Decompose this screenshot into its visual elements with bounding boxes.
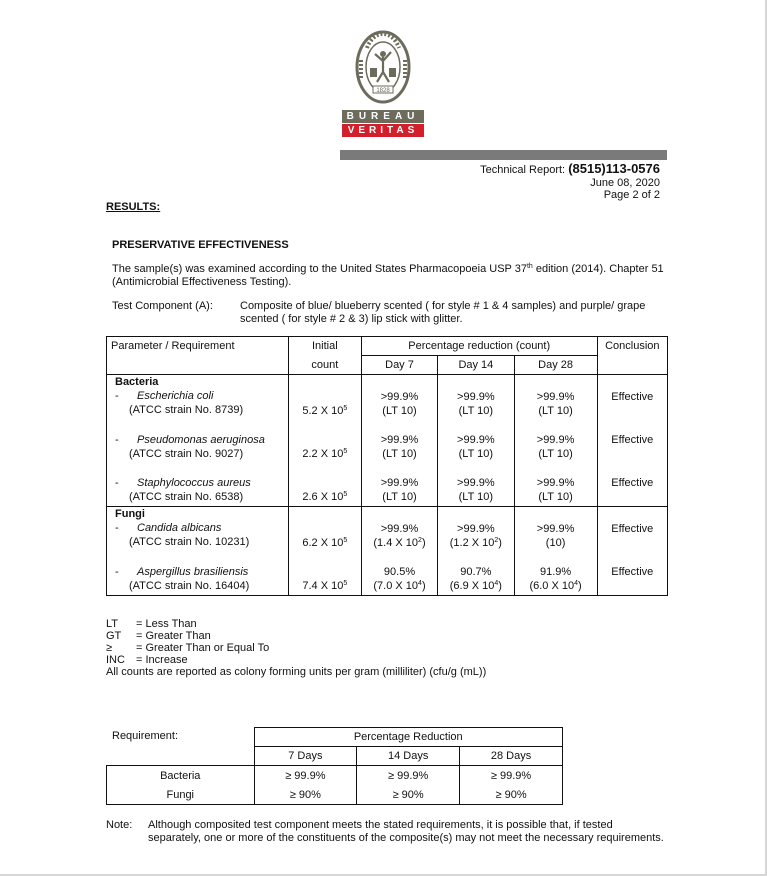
percent-reduction: >99.9% bbox=[536, 523, 575, 535]
initial-count bbox=[289, 404, 361, 418]
legend-item bbox=[106, 618, 486, 630]
initial-exponent: 5 bbox=[343, 580, 348, 587]
initial-base: 5.2 X 10 bbox=[302, 405, 344, 417]
percent-reduction: >99.9% bbox=[536, 477, 575, 489]
test-component-description: Composite of blue/ blueberry scented ( for style # 1 & 4 samples) and purple/ grape scented ( for style # 2 & 3) lip stick with glitter. bbox=[240, 300, 646, 325]
results-table bbox=[106, 336, 668, 596]
organism-line bbox=[111, 565, 288, 579]
count-value bbox=[362, 404, 437, 418]
header-parameter: Parameter / Requirement bbox=[107, 337, 289, 375]
conclusion-cell bbox=[597, 375, 667, 434]
count-end: ) bbox=[498, 580, 502, 592]
conclusion: Effective bbox=[611, 391, 654, 403]
report-number-line bbox=[480, 163, 660, 177]
header-count: count bbox=[288, 356, 361, 375]
day-cell bbox=[361, 433, 437, 476]
count-base: (LT 10) bbox=[458, 405, 494, 417]
header-conclusion: Conclusion bbox=[597, 337, 667, 375]
count-exponent: 4 bbox=[494, 580, 499, 587]
report-label: Technical Report: bbox=[480, 164, 566, 176]
legend-meaning: = Increase bbox=[136, 654, 188, 666]
bullet-dash: - bbox=[115, 390, 119, 402]
header-initial: Initial bbox=[288, 337, 361, 356]
count-base: (LT 10) bbox=[538, 491, 573, 503]
count-exponent: 4 bbox=[574, 580, 579, 587]
results-body bbox=[107, 375, 668, 596]
legend-abbr: ≥ bbox=[106, 642, 113, 654]
organism-cell bbox=[107, 433, 289, 476]
intro-text-end: edition (2014). Chapter 51 (Antimicrobial Effectiveness Testing). bbox=[112, 263, 664, 288]
day-cell bbox=[514, 476, 597, 507]
results-heading: RESULTS: bbox=[106, 201, 161, 213]
organism-cell bbox=[107, 507, 289, 566]
count-exponent: 4 bbox=[418, 580, 422, 587]
day-cell bbox=[438, 565, 514, 596]
percent-reduction: >99.9% bbox=[380, 523, 419, 535]
header-day28: Day 28 bbox=[514, 356, 597, 375]
requirement-label: Requirement: bbox=[112, 730, 179, 742]
percent-reduction: >99.9% bbox=[380, 434, 419, 446]
legend-meaning: = Less Than bbox=[136, 618, 197, 630]
legend-item bbox=[106, 630, 486, 642]
header-day14: Day 14 bbox=[438, 356, 514, 375]
count-base: (LT 10) bbox=[458, 448, 494, 460]
req-value: ≥ 99.9% bbox=[254, 766, 357, 786]
intro-text: The sample(s) was examined according to the United States Pharmacopoeia USP 37 bbox=[112, 263, 527, 275]
bullet-dash: - bbox=[115, 522, 119, 534]
percent-reduction: >99.9% bbox=[457, 391, 495, 403]
units-note: All counts are reported as colony forming units per gram (milliliter) (cfu/g (mL)) bbox=[106, 666, 487, 678]
conclusion: Effective bbox=[611, 434, 654, 446]
report-meta bbox=[480, 163, 660, 202]
conclusion-cell bbox=[597, 565, 667, 596]
count-base: (LT 10) bbox=[538, 448, 573, 460]
conclusion: Effective bbox=[611, 566, 654, 578]
req-day-28: 28 Days bbox=[460, 747, 563, 766]
logo-veritas-text: VERITAS bbox=[342, 124, 424, 137]
req-row-name: Bacteria bbox=[107, 766, 255, 786]
test-component-label: Test Component (A): bbox=[112, 300, 213, 312]
count-base: (7.0 X 10 bbox=[373, 580, 419, 592]
count-base: (6.0 X 10 bbox=[529, 580, 575, 592]
day-cell bbox=[514, 375, 597, 434]
req-value: ≥ 90% bbox=[357, 785, 460, 805]
conclusion: Effective bbox=[611, 523, 654, 535]
count-base: (LT 10) bbox=[382, 448, 417, 460]
count-exponent: 2 bbox=[494, 537, 499, 544]
initial-base: 6.2 X 10 bbox=[302, 537, 344, 549]
bullet-dash: - bbox=[115, 434, 119, 446]
initial-exponent: 5 bbox=[343, 491, 348, 498]
req-row-fungi bbox=[107, 785, 563, 805]
note-label: Note: bbox=[106, 819, 133, 831]
legend bbox=[106, 618, 486, 678]
organism-cell bbox=[107, 565, 289, 596]
count-end: ) bbox=[578, 580, 582, 592]
count-exponent: 2 bbox=[418, 537, 422, 544]
legend-abbr: INC bbox=[106, 654, 125, 666]
logo-bureau-text: BUREAU bbox=[342, 110, 424, 123]
count-value bbox=[515, 579, 597, 593]
req-value: ≥ 99.9% bbox=[460, 766, 563, 786]
count-value bbox=[362, 447, 437, 461]
count-value bbox=[362, 536, 437, 550]
day-cell bbox=[361, 476, 437, 507]
count-value bbox=[515, 490, 597, 504]
count-base: (6.9 X 10 bbox=[449, 580, 495, 592]
count-value bbox=[362, 490, 437, 504]
organism-cell bbox=[107, 476, 289, 507]
initial-count bbox=[289, 490, 361, 504]
percent-reduction: >99.9% bbox=[536, 391, 575, 403]
day-cell bbox=[438, 375, 514, 434]
count-end: ) bbox=[498, 537, 502, 549]
intro-paragraph bbox=[112, 263, 672, 289]
req-day-7: 7 Days bbox=[254, 747, 357, 766]
initial-count-cell bbox=[288, 565, 361, 596]
initial-exponent: 5 bbox=[343, 405, 348, 412]
initial-count bbox=[289, 447, 361, 461]
legend-item bbox=[106, 654, 486, 666]
day-cell bbox=[361, 375, 437, 434]
day-cell bbox=[438, 507, 514, 566]
strain-number: (ATCC strain No. 8739) bbox=[129, 404, 244, 416]
day-cell bbox=[361, 507, 437, 566]
percent-reduction: >99.9% bbox=[457, 477, 495, 489]
day-cell bbox=[438, 433, 514, 476]
percent-reduction: >99.9% bbox=[380, 391, 419, 403]
initial-base: 7.4 X 10 bbox=[302, 580, 344, 592]
legend-rows bbox=[106, 618, 486, 666]
count-base: (LT 10) bbox=[538, 405, 573, 417]
percent-reduction: 91.9% bbox=[539, 566, 572, 578]
count-value bbox=[438, 447, 513, 461]
legend-meaning: = Greater Than bbox=[136, 630, 211, 642]
initial-count bbox=[289, 579, 361, 593]
count-end: ) bbox=[421, 537, 426, 549]
percent-reduction: >99.9% bbox=[457, 523, 495, 535]
bureau-veritas-logo bbox=[340, 30, 426, 138]
count-base: (1.2 X 10 bbox=[449, 537, 495, 549]
req-day-14: 14 Days bbox=[357, 747, 460, 766]
organism-line bbox=[111, 521, 288, 535]
strain-number: (ATCC strain No. 10231) bbox=[129, 536, 250, 548]
conclusion-cell bbox=[597, 507, 667, 566]
count-value bbox=[515, 536, 597, 550]
initial-base: 2.6 X 10 bbox=[302, 491, 344, 503]
count-base: (LT 10) bbox=[458, 491, 494, 503]
day-cell bbox=[438, 476, 514, 507]
count-base: (10) bbox=[545, 537, 566, 549]
strain-number: (ATCC strain No. 6538) bbox=[129, 491, 244, 503]
report-date: June 08, 2020 bbox=[590, 176, 660, 189]
legend-abbr: LT bbox=[106, 618, 119, 630]
initial-count-cell bbox=[288, 476, 361, 507]
organism-name: Candida albicans bbox=[137, 522, 222, 534]
count-base: (1.4 X 10 bbox=[373, 537, 419, 549]
bullet-dash: - bbox=[115, 566, 119, 578]
day-cell bbox=[514, 507, 597, 566]
results-row bbox=[107, 375, 668, 434]
organism-name: Aspergillus brasiliensis bbox=[137, 566, 249, 578]
day-cell bbox=[514, 565, 597, 596]
group-heading: Fungi bbox=[115, 508, 145, 520]
conclusion: Effective bbox=[611, 477, 654, 489]
percent-reduction: 90.7% bbox=[460, 566, 492, 578]
initial-count-cell bbox=[288, 375, 361, 434]
strain-number: (ATCC strain No. 16404) bbox=[129, 580, 250, 592]
group-heading: Bacteria bbox=[115, 376, 159, 388]
percent-reduction: >99.9% bbox=[536, 434, 575, 446]
count-value bbox=[438, 404, 513, 418]
blank-cell bbox=[107, 728, 255, 747]
count-base: (LT 10) bbox=[382, 405, 417, 417]
initial-count-cell bbox=[288, 507, 361, 566]
organism-name: Pseudomonas aeruginosa bbox=[137, 434, 265, 446]
percent-reduction: >99.9% bbox=[380, 477, 419, 489]
initial-exponent: 5 bbox=[343, 448, 348, 455]
count-end: ) bbox=[421, 580, 426, 592]
results-row bbox=[107, 433, 668, 476]
header-reduction: Percentage reduction (count) bbox=[361, 337, 597, 356]
count-value bbox=[362, 579, 437, 593]
initial-count bbox=[289, 536, 361, 550]
count-value bbox=[438, 490, 513, 504]
results-row bbox=[107, 565, 668, 596]
conclusion-cell bbox=[597, 433, 667, 476]
initial-exponent: 5 bbox=[343, 537, 348, 544]
intro-sup: th bbox=[526, 263, 533, 270]
header-day7: Day 7 bbox=[361, 356, 437, 375]
legend-meaning: = Greater Than or Equal To bbox=[136, 642, 270, 654]
day-cell bbox=[361, 565, 437, 596]
organism-line bbox=[111, 476, 288, 490]
organism-line bbox=[111, 389, 288, 403]
page-number: Page 2 of 2 bbox=[603, 189, 660, 201]
bureau-veritas-seal-icon bbox=[355, 30, 411, 104]
req-value: ≥ 90% bbox=[254, 785, 357, 805]
results-row bbox=[107, 476, 668, 507]
section-title: PRESERVATIVE EFFECTIVENESS bbox=[112, 239, 289, 251]
results-row bbox=[107, 507, 668, 566]
req-row-bacteria bbox=[107, 766, 563, 786]
count-base: (LT 10) bbox=[382, 491, 417, 503]
percent-reduction: 90.5% bbox=[383, 566, 416, 578]
legend-abbr: GT bbox=[106, 630, 122, 642]
seal-year: 1828 bbox=[376, 88, 390, 94]
header-bar bbox=[340, 150, 667, 160]
req-row-name: Fungi bbox=[107, 785, 255, 805]
count-value bbox=[438, 579, 513, 593]
report-number: (8515)113-0576 bbox=[568, 161, 660, 176]
organism-name: Escherichia coli bbox=[137, 390, 214, 402]
organism-line bbox=[111, 433, 288, 447]
count-value bbox=[438, 536, 513, 550]
req-value: ≥ 90% bbox=[460, 785, 563, 805]
legend-item bbox=[106, 642, 486, 654]
count-value bbox=[515, 404, 597, 418]
percent-reduction: >99.9% bbox=[457, 434, 495, 446]
strain-number: (ATCC strain No. 9027) bbox=[129, 448, 244, 460]
day-cell bbox=[514, 433, 597, 476]
req-header: Percentage Reduction bbox=[254, 728, 563, 747]
conclusion-cell bbox=[597, 476, 667, 507]
initial-count-cell bbox=[288, 433, 361, 476]
req-value: ≥ 99.9% bbox=[357, 766, 460, 786]
organism-cell bbox=[107, 375, 289, 434]
note-text: Although composited test component meets the stated requirements, it is possible that, if tested separately, one or more of the constituents of the composite(s) may not meet the necessary requirements. bbox=[148, 819, 664, 844]
organism-name: Staphylococcus aureus bbox=[137, 477, 251, 489]
requirement-table bbox=[106, 727, 563, 805]
blank-cell bbox=[107, 747, 255, 766]
count-value bbox=[515, 447, 597, 461]
initial-base: 2.2 X 10 bbox=[302, 448, 344, 460]
bullet-dash: - bbox=[115, 477, 119, 489]
